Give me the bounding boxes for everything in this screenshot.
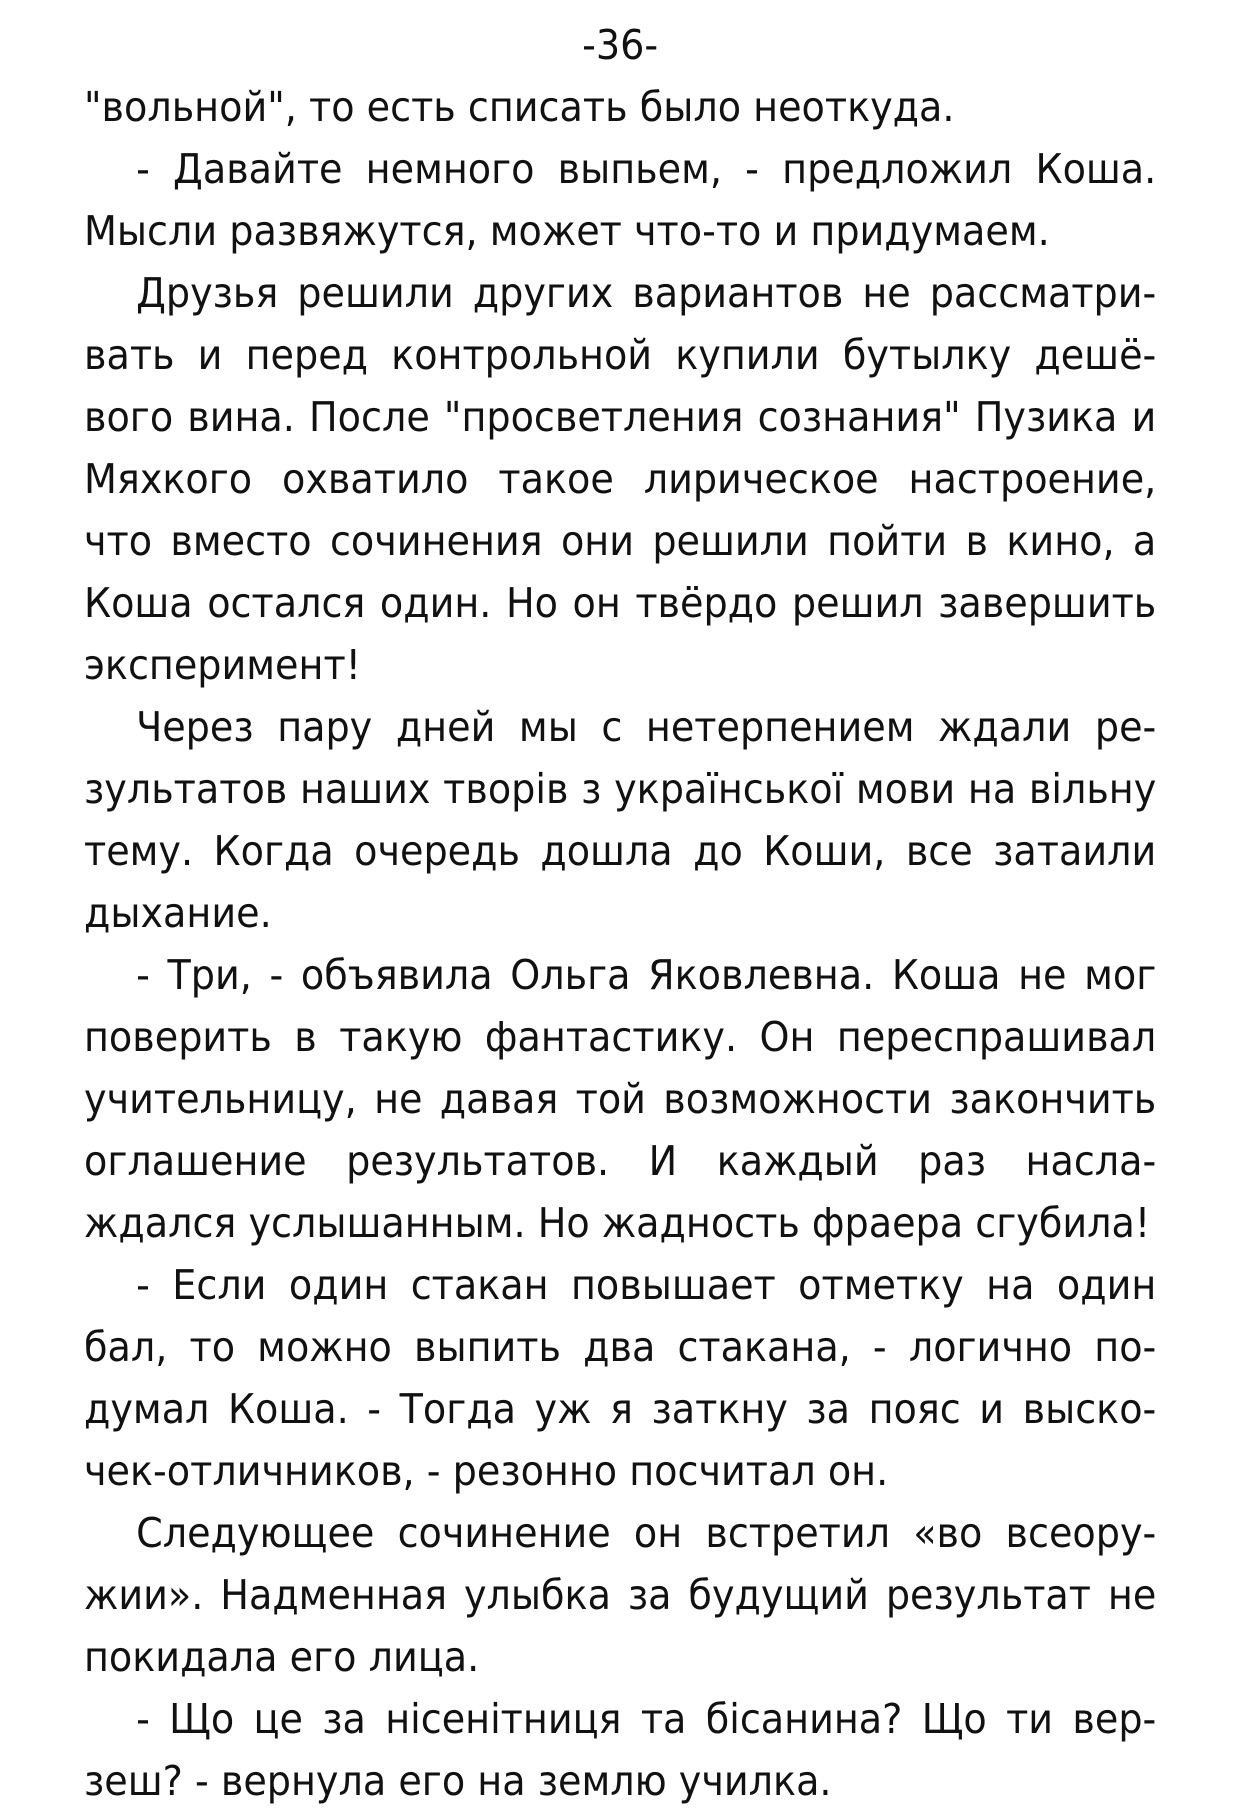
paragraph-2: - Давайте немного выпьем, - предложил Коша. Мысли развяжутся, может что-то и придумаем. [84, 145, 1157, 255]
paragraph-8: - Що це за нісенітниця та бісанина? Що ти верзеш? - вернула его на землю училка. [84, 1695, 1157, 1805]
book-page [84, 14, 1156, 1812]
paragraph-7: Следующее сочинение он встретил «во всеоружии». Надменная улыбка за будущий результат не покидала его лица. [84, 1509, 1157, 1681]
paragraph-6: - Если один стакан повышает отметку на один бал, то можно выпить два стакана, - логично подумал Коша. - Тогда уж я заткну за пояс и выскочек-отличников, - резонно посчитал он. [84, 1261, 1157, 1495]
paragraph-4: Через пару дней мы с нетерпением ждали результатов наших творів з української мови на вільну тему. Когда очередь дошла до Коши, все затаили дыхание. [84, 703, 1157, 937]
paragraph-3: Друзья решили других вариантов не рассматривать и перед контрольной купили бутылку дешёвого вина. После "просветления сознания" Пузика и Мяхкого охватило такое лирическое настроение, что вместо сочинения они решили пойти в кино, а Коша остался один. Но он твёрдо решил завершить эксперимент! [84, 269, 1157, 689]
paragraph-1: "вольной", то есть списать было неоткуда. [84, 83, 955, 131]
page-number: -36- [582, 21, 659, 69]
paragraph-5: - Три, - объявила Ольга Яковлевна. Коша не мог поверить в такую фантастику. Он переспрашивал учительницу, не давая той возможности закончить оглашение результатов. И каждый раз наслаждался услышанным. Но жадность фраера сгубила! [84, 951, 1157, 1247]
